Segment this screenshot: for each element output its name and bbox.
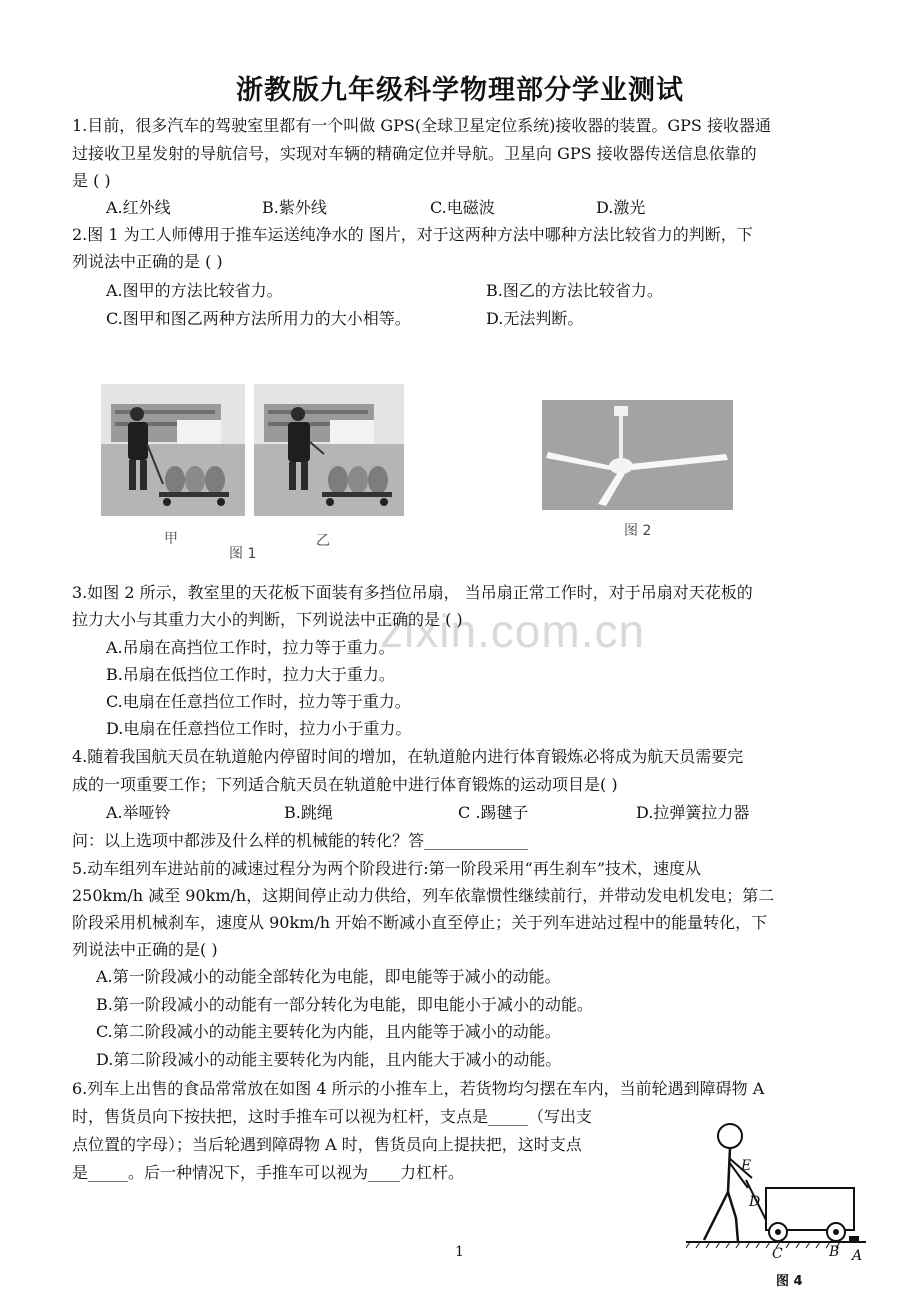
q4-option-c: C .踢毽子 <box>458 803 529 822</box>
q1-line2: 过接收卫星发射的导航信号，实现对车辆的精确定位并导航。卫星向 GPS 接收器传送信息依靠的 <box>72 144 757 163</box>
q2-line2: 列说法中正确的是 ( ) <box>72 252 223 271</box>
q5-line1: 5.动车组列车进站前的减速过程分为两个阶段进行:第一阶段采用“再生刹车”技术，速度从 <box>72 859 702 878</box>
q4-line1: 4.随着我国航天员在轨道舱内停留时间的增加，在轨道舱内进行体育锻炼必将成为航天员需要完 <box>72 747 744 766</box>
q1-option-d: D.激光 <box>596 198 646 217</box>
q3-option-d: D.电扇在任意挡位工作时，拉力小于重力。 <box>106 719 412 738</box>
figure1-caption: 图 1 <box>229 546 257 562</box>
q3-line2: 拉力大小与其重力大小的判断，下列说法中正确的是 ( ) <box>72 610 463 629</box>
q6-line2: 时，售货员向下按扶把，这时手推车可以视为杠杆，支点是_____（写出支 <box>72 1107 593 1126</box>
q4-question: 问：以上选项中都涉及什么样的机械能的转化？答_____________ <box>72 831 529 850</box>
q2-option-d: D.无法判断。 <box>486 309 584 328</box>
figure1-label-jia: 甲 <box>164 531 178 547</box>
q2-option-c: C.图甲和图乙两种方法所用力的大小相等。 <box>106 309 411 328</box>
q5-option-c: C.第二阶段减小的动能主要转化为内能，且内能等于减小的动能。 <box>96 1022 561 1041</box>
figure4-label-c: C <box>772 1246 783 1262</box>
q6-line3: 点位置的字母）；当后轮遇到障碍物 A 时，售货员向上提扶把，这时支点 <box>72 1135 582 1154</box>
figure4-label-e: E <box>741 1158 752 1174</box>
q5-option-a: A.第一阶段减小的动能全部转化为电能，即电能等于减小的动能。 <box>96 967 561 986</box>
figure4-label-a: A <box>852 1248 863 1264</box>
q1-option-a: A.红外线 <box>106 198 171 217</box>
q3-option-b: B.吊扇在低挡位工作时，拉力大于重力。 <box>106 665 395 684</box>
q5-line3: 阶段采用机械刹车，速度从 90km/h 开始不断减小直至停止；关于列车进站过程中的能量转化，下 <box>72 913 768 932</box>
figure2-caption: 图 2 <box>624 523 652 539</box>
q5-line4: 列说法中正确的是( ) <box>72 940 218 959</box>
q4-line2: 成的一项重要工作；下列适合航天员在轨道舱中进行体育锻炼的运动项目是( ) <box>72 775 618 794</box>
q1-line3: 是 ( ) <box>72 171 111 190</box>
figure2-ceiling-fan <box>542 400 733 510</box>
q2-option-a: A.图甲的方法比较省力。 <box>106 281 283 300</box>
q2-line1: 2.图 1 为工人师傅用于推车运送纯净水的 图片，对于这两种方法中哪种方法比较省力的判断，下 <box>72 225 753 244</box>
q3-line1: 3.如图 2 所示，教室里的天花板下面装有多挡位吊扇， 当吊扇正常工作时，对于吊扇对天花板的 <box>72 583 753 602</box>
page-number: 1 <box>455 1244 464 1260</box>
page-title: 浙教版九年级科学物理部分学业测试 <box>236 75 684 106</box>
figure1-label-yi: 乙 <box>316 533 330 549</box>
q4-option-d: D.拉弹簧拉力器 <box>636 803 750 822</box>
figure4-caption: 图 4 <box>776 1274 803 1289</box>
q1-option-c: C.电磁波 <box>430 198 495 217</box>
q6-line4: 是_____。后一种情况下，手推车可以视为____力杠杆。 <box>72 1163 465 1182</box>
q5-option-b: B.第一阶段减小的动能有一部分转化为电能，即电能小于减小的动能。 <box>96 995 593 1014</box>
q5-option-d: D.第二阶段减小的动能主要转化为内能，且内能大于减小的动能。 <box>96 1050 562 1069</box>
figure4-label-b: B <box>829 1244 840 1260</box>
q3-option-c: C.电扇在任意挡位工作时，拉力等于重力。 <box>106 692 411 711</box>
q5-line2: 250km/h 减至 90km/h，这期间停止动力供给，列车依靠惯性继续前行，并带动发电机发电；第二 <box>72 886 775 905</box>
q4-option-b: B.跳绳 <box>284 803 333 822</box>
q1-line1: 1.目前，很多汽车的驾驶室里都有一个叫做 GPS(全球卫星定位系统)接收器的装置。GPS 接收器通 <box>72 116 771 135</box>
q1-option-b: B.紫外线 <box>262 198 327 217</box>
figure4-label-d: D <box>749 1194 761 1210</box>
figure1-photo-yi <box>254 384 404 516</box>
q3-option-a: A.吊扇在高挡位工作时，拉力等于重力。 <box>106 638 395 657</box>
watermark: zixin.com.cn <box>380 605 646 657</box>
q6-line1: 6.列车上出售的食品常常放在如图 4 所示的小推车上，若货物均匀摆在车内，当前轮遇到障碍物 A <box>72 1079 765 1098</box>
figure4-trolley-diagram <box>686 1118 866 1268</box>
q4-option-a: A.举哑铃 <box>106 803 171 822</box>
figure1-photo-jia <box>101 384 245 516</box>
q2-option-b: B.图乙的方法比较省力。 <box>486 281 663 300</box>
